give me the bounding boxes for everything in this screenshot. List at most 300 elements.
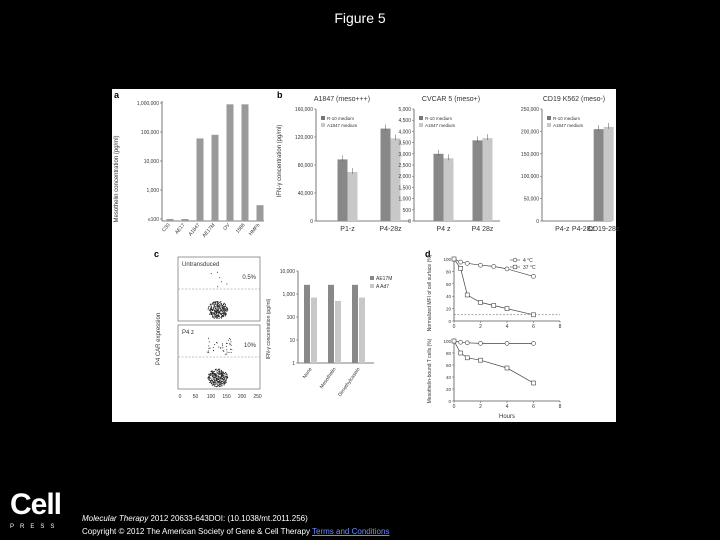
panel-d: [427, 254, 562, 420]
cell-press-logo: [10, 490, 70, 530]
panel-c-flow-event: [219, 302, 220, 303]
panel-d-point: [492, 264, 496, 268]
panel-b-chart: [521, 96, 620, 233]
panel-b-legend-swatch: [419, 116, 423, 120]
panel-d-point: [459, 260, 463, 264]
panel-b-legend-swatch: [321, 116, 325, 120]
panel-d-ytick-label: 80: [445, 351, 451, 356]
panel-c-flow-event: [224, 378, 225, 379]
panel-c-flow-event: [216, 380, 217, 381]
panel-c-bar: [335, 301, 341, 363]
panel-c-flow-event: [216, 316, 217, 317]
panel-c-flow-event: [222, 305, 223, 306]
panel-c-flow-event: [213, 372, 214, 373]
panel-c-flow-event: [218, 305, 219, 306]
panel-c-flow-event: [217, 301, 218, 302]
copyright-text: Copyright © 2012 The American Society of Gene & Cell Therapy: [82, 527, 313, 536]
panel-c-flow-event: [212, 374, 213, 375]
panel-c-flow-event: [217, 372, 218, 373]
panel-c-flow-event: [213, 382, 214, 383]
panel-c-flow-event: [222, 316, 223, 317]
panel-c-flow-event: [222, 311, 223, 312]
panel-c-flow-event: [226, 314, 227, 315]
panel-d-point: [465, 261, 469, 265]
panel-c-flow-event: [220, 306, 221, 307]
panel-c-flow-event: [216, 312, 217, 313]
panel-c-flow-event: [215, 316, 216, 317]
panel-c: [156, 257, 392, 400]
panel-a-ytick-label: 100,000: [140, 130, 159, 136]
panel-b-chart: [398, 96, 500, 233]
panel-c-flow-event: [215, 306, 216, 307]
panel-d-point: [532, 274, 536, 278]
panel-c-flow-event: [208, 309, 209, 310]
panel-b-bar: [473, 140, 483, 221]
panel-c-flow-event: [226, 283, 227, 284]
panel-c-flow-event: [217, 304, 218, 305]
panel-d-point: [465, 356, 469, 360]
panel-a-bar: [197, 138, 204, 221]
panel-c-flow-event: [208, 352, 209, 353]
panel-c-flow-event: [212, 375, 213, 376]
panel-c-flow-event: [225, 310, 226, 311]
panel-d-plot: [443, 339, 561, 410]
panel-b-bar: [434, 154, 444, 221]
panel-a-yticks: [137, 101, 162, 223]
panel-c-flow-event: [226, 343, 227, 344]
panel-c-flow-event: [213, 302, 214, 303]
panel-c-flow-event: [217, 373, 218, 374]
panel-a-xlabel: OV: [222, 222, 232, 232]
panel-b-legend-label: A1847 medium: [425, 123, 456, 128]
panel-c-flow-event: [223, 351, 224, 352]
panel-b-ytick-label: 4,000: [398, 129, 411, 136]
panel-d-ytick-label: 20: [445, 306, 451, 312]
panel-c-flow-event: [211, 273, 212, 274]
panel-d-xtick-label: 0: [452, 324, 456, 330]
panel-c-flow-event: [208, 338, 209, 339]
panel-c-flow-event: [214, 315, 215, 316]
panel-c-flow-event: [231, 349, 232, 350]
panel-c-flow-event: [209, 374, 210, 375]
panel-letter-c: c: [154, 249, 160, 259]
panel-c-flow-event: [213, 376, 214, 377]
panel-c-flow-event: [223, 315, 224, 316]
panel-c-flow-event: [217, 315, 218, 316]
panel-b-xlabel: P4 z: [436, 226, 451, 233]
panel-c-flow-event: [213, 371, 214, 372]
panel-c-flow-event: [220, 380, 221, 381]
panel-d-top-ylabel: Normalized MFI of cell surface (%): [427, 254, 433, 332]
panel-c-flow-event: [214, 305, 215, 306]
panel-c-flow-event: [213, 350, 214, 351]
panel-c-flow-event: [229, 343, 230, 344]
panel-d-xtick-label: 4: [505, 324, 509, 330]
panel-c-flow-event: [208, 348, 209, 349]
panel-c-flow-event: [221, 379, 222, 380]
panel-b-ytick-label: 0: [536, 219, 539, 225]
panel-d-point: [459, 266, 463, 270]
panel-c-flow-event: [222, 375, 223, 376]
panel-c-bar: [311, 298, 317, 363]
panel-c-flow-event: [217, 286, 218, 287]
panel-b-legend-label: R-10 medium: [553, 116, 581, 121]
panel-c-flow-event: [218, 382, 219, 383]
panel-c-flow-event: [220, 305, 221, 306]
panel-c-flow-event: [215, 314, 216, 315]
panel-d-ytick-label: 0: [448, 319, 451, 324]
panel-c-flow-event: [218, 347, 219, 348]
panel-c-flow-event: [214, 377, 215, 378]
panel-b-ytick-label: 5,000: [398, 107, 411, 113]
panel-c-flow-event: [211, 309, 212, 310]
panel-c-flow-event: [213, 317, 214, 318]
panel-b-ytick-label: 200,000: [520, 129, 539, 136]
panel-c-flow-xtick-label: 0: [178, 394, 182, 400]
panel-c-flow-xtick-label: 250: [253, 394, 262, 400]
panel-c-flow-event: [213, 384, 214, 385]
panel-c-flow-event: [221, 373, 222, 374]
panel-c-flow-event: [218, 306, 219, 307]
panel-b-ytick-label: 120,000: [294, 135, 313, 141]
panel-c-flow-event: [219, 384, 220, 385]
panel-b-ytick-label: 1,500: [398, 185, 411, 192]
panel-c-flow-event: [219, 371, 220, 372]
panel-c-flow-event: [212, 310, 213, 311]
panel-a-ytick-label: 1,000,000: [136, 101, 159, 107]
panel-d-point: [532, 341, 536, 345]
panel-c-flow-xtick-label: 50: [192, 394, 199, 400]
panel-c-flow-event: [212, 383, 213, 384]
panel-d-point: [452, 339, 456, 343]
panel-c-flow-event: [225, 377, 226, 378]
panel-c-flow-event: [215, 375, 216, 376]
panel-b-xlabel: P4 28z: [471, 226, 494, 233]
panel-d-ytick-label: 60: [445, 363, 451, 368]
panel-c-flow-event: [223, 381, 224, 382]
panel-a-bar: [257, 205, 264, 221]
panel-c-flow-event: [224, 307, 225, 308]
panel-c-flow-event: [221, 374, 222, 375]
panel-c-flow-event: [213, 347, 214, 348]
panel-c-flow-event: [224, 376, 225, 377]
panel-a-bar: [227, 104, 234, 221]
panel-d-xtick-label: 6: [532, 324, 535, 330]
panel-c-flow-event: [212, 378, 213, 379]
panel-c-flow-event: [214, 310, 215, 311]
panel-c-flow-event: [225, 380, 226, 381]
panel-a-bar: [212, 135, 219, 221]
panel-c-flow-event: [222, 308, 223, 309]
panel-c-ylabel: P4 CAR expression: [156, 312, 162, 366]
panel-d-xtick-label: 8: [558, 404, 562, 410]
panel-c-flow-xticks: [179, 394, 262, 400]
panel-c-flow-event: [222, 347, 223, 348]
panel-a-xlabel: AE17: [174, 222, 187, 236]
panel-c-flow-event: [219, 382, 220, 383]
panel-c-flow-event: [221, 384, 222, 385]
panel-c-flow-event: [217, 305, 218, 306]
panel-c-flow-event: [220, 377, 221, 378]
panel-letter-d: d: [425, 249, 431, 259]
panel-c-flow-event: [214, 379, 215, 380]
panel-d-point: [505, 267, 509, 271]
panel-c-flow-event: [213, 314, 214, 315]
panel-c-flow-event: [220, 382, 221, 383]
panel-b-ytick-label: 100,000: [520, 174, 539, 181]
panel-c-flow-event: [221, 303, 222, 304]
panel-c-legend-label: A Ad7: [376, 284, 390, 290]
panel-c-legend-label: AE17M: [376, 276, 393, 282]
panel-b-legend-swatch: [547, 116, 551, 120]
panel-d-ytick-label: 100: [443, 339, 451, 344]
panel-b-ytick-label: 80,000: [297, 163, 313, 169]
panel-c-flow-event: [223, 304, 224, 305]
panel-c-flow-event: [214, 318, 215, 319]
panel-c-flow-event: [223, 314, 224, 315]
panel-c-flow-event: [212, 381, 213, 382]
panel-c-flow-event: [226, 378, 227, 379]
panel-c-flow-event: [221, 370, 222, 371]
panel-c-flow-event: [220, 348, 221, 349]
panel-c-flow: [178, 257, 262, 400]
panel-c-flow-event: [216, 386, 217, 387]
panel-c-flow-event: [217, 343, 218, 344]
journal-name: Molecular Therapy: [82, 514, 149, 523]
panel-c-flow-event: [223, 350, 224, 351]
panel-d-point: [452, 257, 456, 261]
panel-c-flow-event: [226, 349, 227, 350]
panel-c-flow-event: [222, 345, 223, 346]
panel-c-flow-event: [220, 373, 221, 374]
panel-c-flow-event: [211, 304, 212, 305]
panel-c-flow-event: [209, 373, 210, 374]
panel-c-flow-event: [215, 384, 216, 385]
panel-b-legend-label: R-10 medium: [327, 116, 355, 121]
panel-c-flow-xtick-label: 100: [206, 394, 216, 400]
citation-ref: 2012 20633-643DOI: (10.1038/mt.2011.256): [148, 514, 308, 523]
panel-d-xtick-label: 2: [479, 404, 482, 410]
panel-c-flow-event: [226, 311, 227, 312]
panel-c-flow-event: [212, 376, 213, 377]
panel-b-legend-label: A1847 medium: [553, 123, 584, 128]
panel-c-flow-event: [224, 384, 225, 385]
panel-c-bars: [280, 269, 393, 398]
panel-c-flow-event: [223, 309, 224, 310]
panel-c-flow-event: [217, 382, 218, 383]
panel-d-xtick-label: 2: [479, 324, 482, 330]
panel-c-flow-event: [224, 310, 225, 311]
panel-b-ytick-label: 0: [408, 219, 411, 225]
panel-c-flow-event: [212, 313, 213, 314]
panel-c-flow-event: [218, 311, 219, 312]
panel-c-flow-label: P4 z: [182, 330, 195, 336]
panel-d-ytick-label: 80: [445, 269, 451, 275]
panel-d-legend-marker: [513, 265, 517, 269]
panel-b-ytick-label: 4,500: [398, 118, 411, 125]
panel-c-flow-event: [214, 385, 215, 386]
panel-c-flow-event: [225, 304, 226, 305]
panel-c-flow-event: [228, 352, 229, 353]
panel-a-ytick-label: 10,000: [143, 159, 159, 165]
panel-c-flow-event: [216, 376, 217, 377]
panel-c-flow-event: [218, 314, 219, 315]
panel-d-xtick-label: 8: [558, 324, 562, 330]
panel-c-flow-event: [227, 374, 228, 375]
panel-c-flow-event: [215, 380, 216, 381]
panel-c-flow-event: [222, 385, 223, 386]
panel-a: [114, 101, 264, 239]
panel-c-flow-event: [221, 371, 222, 372]
panel-a-xlabel: A1847: [187, 222, 202, 238]
panel-a-xlabel: 1586: [234, 222, 247, 235]
panel-c-flow-event: [222, 343, 223, 344]
panel-a-bar: [242, 104, 249, 221]
panel-c-flow-event: [217, 312, 218, 313]
panel-c-flow-event: [220, 317, 221, 318]
panel-c-flow-event: [212, 315, 213, 316]
panel-c-flow-event: [221, 281, 222, 282]
panel-b-bar: [444, 158, 454, 221]
panel-d-legend-marker: [513, 258, 517, 262]
panel-c-flow-event: [209, 380, 210, 381]
panel-c-flow-event: [214, 307, 215, 308]
panel-c-flow-event: [212, 309, 213, 310]
panel-c-flow-event: [230, 339, 231, 340]
panel-c-flow-event: [226, 379, 227, 380]
panel-c-legend-swatch: [370, 284, 374, 288]
panel-c-flow-event: [211, 305, 212, 306]
panel-c-flow-event: [209, 306, 210, 307]
panel-c-bar-ytick-label: 1: [292, 361, 295, 367]
panel-c-flow-event: [221, 310, 222, 311]
panel-c-flow-event: [210, 374, 211, 375]
page-title: Figure 5: [334, 10, 386, 26]
panel-a-xlabel: AE17M: [201, 222, 217, 239]
panel-c-flow-event: [231, 341, 232, 342]
panel-c-legend-swatch: [370, 276, 374, 280]
panel-b-legend-swatch: [321, 123, 325, 127]
panel-c-flow-event: [221, 307, 222, 308]
panel-c-flow-event: [224, 373, 225, 374]
panel-d-point: [459, 340, 463, 344]
panel-c-flow-event: [214, 374, 215, 375]
panel-c-flow-event: [219, 373, 220, 374]
panel-c-flow-event: [208, 351, 209, 352]
panel-c-flow-event: [222, 376, 223, 377]
panel-c-flow-event: [226, 313, 227, 314]
panel-c-flow-event: [219, 383, 220, 384]
panel-c-flow-event: [222, 381, 223, 382]
panel-b-ytick-label: 3,500: [398, 140, 411, 147]
panel-c-flow-event: [209, 382, 210, 383]
panel-c-flow-event: [211, 312, 212, 313]
panel-c-flow-event: [224, 314, 225, 315]
panel-b-ytick-label: 50,000: [523, 196, 539, 203]
panel-c-bar-ylabel: IFN-γ concentration (pg/ml): [266, 298, 272, 360]
panel-c-flow-event: [218, 369, 219, 370]
panel-d-point: [479, 300, 483, 304]
panel-c-bar-ytick-label: 100: [286, 315, 295, 321]
panel-c-flow-event: [225, 354, 226, 355]
panel-d-point: [479, 263, 483, 267]
panel-c-flow-event: [220, 303, 221, 304]
panel-c-flow-event: [211, 373, 212, 374]
panel-c-flow-event: [230, 344, 231, 345]
panel-a-xlabels: [161, 222, 262, 239]
panel-c-flow-event: [219, 277, 220, 278]
panel-c-flow-event: [221, 313, 222, 314]
panel-d-point: [532, 381, 536, 385]
panel-c-flow-xtick-label: 200: [237, 394, 247, 400]
panel-c-flow-event: [223, 373, 224, 374]
panel-c-flow-event: [221, 386, 222, 387]
panel-c-flow-event: [218, 385, 219, 386]
panel-b-ytick-label: 160,000: [294, 107, 313, 113]
panel-b-legend-swatch: [419, 123, 423, 127]
panel-b-ytick-label: 1,000: [398, 196, 411, 203]
panel-c-flow-event: [209, 378, 210, 379]
panel-b-ytick-label: 40,000: [297, 191, 313, 197]
panel-d-bottom-ylabel: Mesothelin-bound T cells (%): [427, 338, 433, 404]
panel-c-flow-event: [217, 381, 218, 382]
panel-a-ylabel: Mesothelin concentration (pg/ml): [114, 135, 120, 223]
panel-b-bar: [594, 129, 604, 221]
panel-a-ytick-label: 1,000: [146, 188, 159, 194]
panel-b-chart-title: CVCAR 5 (meso+): [421, 96, 481, 103]
panel-b-ytick-label: 0: [310, 219, 313, 225]
panel-b-ytick-label: 150,000: [520, 151, 539, 158]
panel-c-flow-event: [224, 381, 225, 382]
panel-c-flow-event: [208, 308, 209, 309]
panel-c-flow-event: [225, 376, 226, 377]
panel-c-flow-plot: [178, 257, 260, 321]
panel-c-flow-event: [219, 312, 220, 313]
panel-c-flow-event: [219, 381, 220, 382]
logo-word: Cell: [10, 488, 62, 521]
panel-b-ytick-label: 2,000: [398, 174, 411, 181]
panel-c-flow-event: [222, 371, 223, 372]
panel-b-charts: [295, 96, 620, 233]
panel-c-flow-event: [231, 345, 232, 346]
panel-c-flow-event: [218, 308, 219, 309]
panel-c-flow-event: [227, 310, 228, 311]
panel-b-chart-title: CD19 K562 (meso-): [542, 96, 606, 103]
panel-a-bar: [167, 219, 174, 221]
panel-d-point: [479, 358, 483, 362]
panel-c-flow-event: [210, 378, 211, 379]
panel-c-flow-event: [211, 307, 212, 308]
panel-d-ytick-label: 100: [443, 257, 451, 262]
panel-b-xlabel: P4-z: [555, 226, 570, 233]
panel-c-flow-event: [220, 313, 221, 314]
panel-c-flow-event: [221, 377, 222, 378]
panel-b: [277, 96, 620, 233]
panel-c-flow-event: [220, 379, 221, 380]
panel-c-flow-event: [209, 377, 210, 378]
panel-a-bars: [167, 104, 264, 221]
citation-line-1: [82, 512, 389, 525]
panel-c-flow-event: [210, 309, 211, 310]
panel-c-bar: [304, 285, 310, 363]
panel-c-flow-event: [221, 375, 222, 376]
panel-c-bar-xlabel: None: [301, 366, 314, 380]
panel-d-plot: [443, 257, 561, 330]
panel-c-flow-event: [215, 374, 216, 375]
panel-c-flow-event: [216, 369, 217, 370]
panel-d-point: [532, 313, 536, 317]
terms-link[interactable]: Terms and Conditions: [312, 527, 390, 536]
